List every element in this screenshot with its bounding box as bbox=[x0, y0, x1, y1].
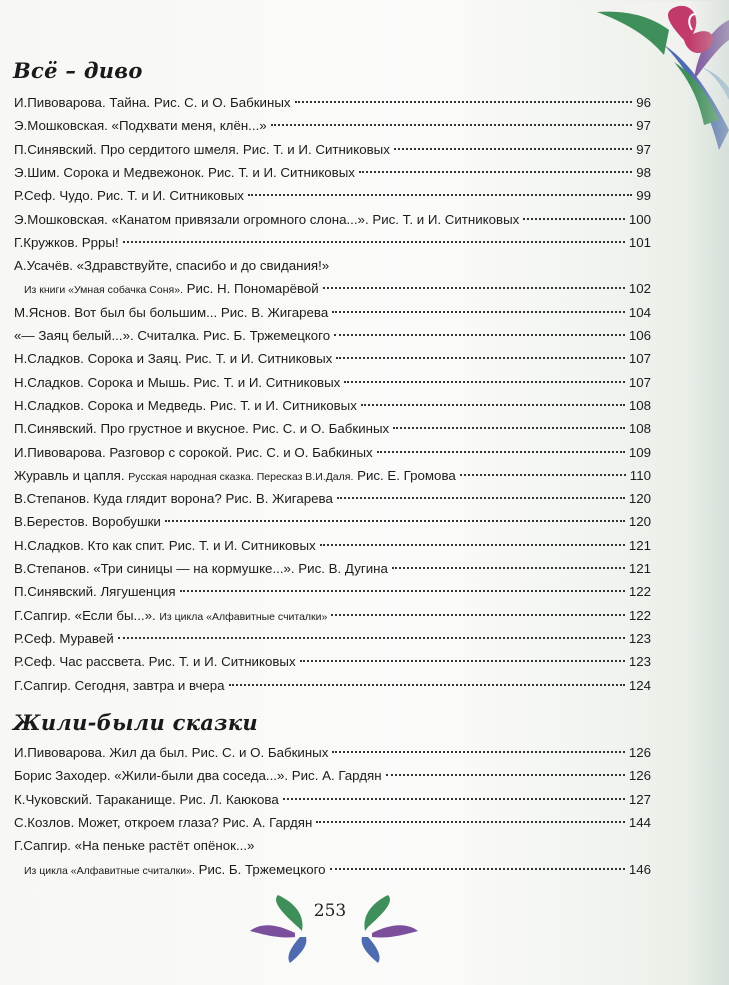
dot-leader bbox=[523, 218, 625, 220]
dot-leader bbox=[336, 357, 624, 359]
toc-entry-title bbox=[14, 115, 267, 137]
dot-leader bbox=[283, 798, 625, 800]
toc-entry-page: 96 bbox=[636, 95, 651, 110]
toc-entry-page: 100 bbox=[628, 211, 651, 227]
toc-entry-title bbox=[14, 162, 355, 184]
toc-entry bbox=[14, 162, 651, 184]
toc-entry-page: 108 bbox=[628, 421, 651, 437]
toc-entry bbox=[14, 789, 651, 811]
dot-leader bbox=[337, 497, 625, 499]
toc-entry-title bbox=[14, 742, 328, 764]
toc-entry-title bbox=[14, 628, 114, 650]
toc-entry bbox=[14, 835, 651, 857]
toc-entry bbox=[14, 92, 651, 114]
toc-entry-page: 121 bbox=[628, 561, 651, 576]
section-title-vse-divo: Всё – диво bbox=[13, 58, 143, 83]
toc-entry-title bbox=[14, 418, 389, 440]
toc-entry bbox=[14, 535, 651, 557]
dot-leader bbox=[334, 334, 625, 336]
dot-leader bbox=[300, 660, 625, 662]
toc-entry-page: 97 bbox=[636, 118, 651, 134]
toc-entry-title bbox=[14, 765, 382, 787]
toc-entry-title bbox=[14, 325, 330, 347]
toc-entry-page: 126 bbox=[628, 768, 651, 784]
toc-entry-text: В.Степанов. Куда глядит ворона? Рис. В. Жигарева bbox=[14, 491, 333, 507]
toc-entry bbox=[14, 742, 651, 764]
toc-entry-title bbox=[14, 302, 328, 324]
toc-entry bbox=[14, 395, 651, 417]
toc-entry-text: Г.Сапгир. Сегодня, завтра и вчера bbox=[14, 677, 225, 693]
dot-leader bbox=[394, 148, 632, 150]
toc-entry-title bbox=[14, 558, 388, 580]
toc-entry-note: Русская народная сказка. Пересказ В.И.Даля. bbox=[128, 470, 354, 483]
dot-leader bbox=[460, 474, 626, 476]
toc-entry-page: 146 bbox=[628, 861, 651, 877]
toc-entry-page: 107 bbox=[628, 374, 651, 390]
toc-entry-page: 107 bbox=[628, 351, 651, 367]
dot-leader bbox=[392, 567, 625, 569]
toc-entry-page: 108 bbox=[628, 397, 651, 413]
toc-entry-page: 104 bbox=[628, 304, 651, 320]
toc-entry-text: И.Пивоварова. Разговор с сорокой. Рис. С. и О. Бабкиных bbox=[14, 444, 373, 460]
toc-entry-source: Из книги «Умная собачка Соня». bbox=[24, 284, 183, 297]
toc-entry-title bbox=[14, 651, 296, 673]
toc-entry-title bbox=[14, 442, 373, 464]
dot-leader bbox=[118, 637, 625, 639]
toc-entry-title bbox=[14, 465, 456, 488]
toc-entry-illustrator: Рис. Б. Тржемецкого bbox=[194, 861, 326, 877]
toc-entry-text: В.Берестов. Воробушки bbox=[14, 514, 161, 530]
dot-leader bbox=[331, 614, 624, 616]
toc-entry-text: И.Пивоварова. Жил да был. Рис. С. и О. Бабкиных bbox=[14, 745, 329, 760]
toc-entry-illustrator: Рис. Е. Громова bbox=[353, 467, 456, 483]
dot-leader bbox=[229, 684, 625, 686]
toc-entry-page: 101 bbox=[628, 234, 651, 250]
toc-entry-text: Э.Шим. Сорока и Медвежонок. Рис. Т. и И. Ситниковых bbox=[14, 164, 355, 180]
toc-entry-page: 121 bbox=[628, 537, 651, 553]
toc-entry-page: 120 bbox=[628, 514, 651, 530]
dot-leader bbox=[165, 520, 625, 522]
dot-leader bbox=[323, 287, 625, 289]
toc-entry-text: Н.Сладков. Кто как спит. Рис. Т. и И. Ситниковых bbox=[14, 537, 316, 553]
toc-entry bbox=[14, 139, 651, 161]
toc-entry bbox=[14, 605, 651, 627]
toc-entry bbox=[24, 859, 651, 881]
toc-entry-text: Г.Сапгир. «На пеньке растёт опёнок...» bbox=[14, 838, 255, 854]
toc-entry bbox=[14, 302, 651, 324]
toc-entry-text: А.Усачёв. «Здравствуйте, спасибо и до свидания!» bbox=[14, 258, 330, 274]
dot-leader bbox=[248, 194, 632, 196]
toc-entry-page: 123 bbox=[628, 654, 651, 670]
toc-entry bbox=[14, 675, 651, 697]
toc-entry-text: Р.Сеф. Чудо. Рис. Т. и И. Ситниковых bbox=[14, 188, 244, 204]
toc-entry-text: М.Яснов. Вот был бы большим... Рис. В. Жигарева bbox=[14, 304, 329, 320]
toc-entry-text: Н.Сладков. Сорока и Заяц. Рис. Т. и И. Ситниковых bbox=[14, 351, 333, 367]
toc-entry-title bbox=[14, 835, 254, 857]
toc-entry-title bbox=[14, 232, 119, 254]
toc-entry-text: Н.Сладков. Сорока и Мышь. Рис. Т. и И. Ситниковых bbox=[14, 374, 341, 390]
toc-entry-title bbox=[14, 209, 519, 231]
toc-entry bbox=[14, 418, 651, 440]
toc-entry-page: 99 bbox=[636, 188, 651, 204]
toc-entry-text: Р.Сеф. Час рассвета. Рис. Т. и И. Ситниковых bbox=[14, 654, 296, 670]
toc-entry-page: 127 bbox=[628, 791, 651, 807]
toc-entry-page: 123 bbox=[628, 630, 651, 646]
toc-entry-page: 102 bbox=[628, 281, 651, 297]
toc-entry bbox=[14, 812, 651, 834]
toc-entry-source: Из цикла «Алфавитные считалки». bbox=[24, 864, 195, 877]
toc-entry bbox=[14, 651, 651, 673]
toc-entry-page: 97 bbox=[636, 141, 651, 157]
toc-entry bbox=[14, 442, 651, 464]
toc-entry-text: Борис Заходер. «Жили-были два соседа...». Рис. А. Гардян bbox=[14, 768, 382, 784]
toc-entry-text: Р.Сеф. Муравей bbox=[14, 630, 114, 646]
dot-leader bbox=[344, 381, 625, 383]
toc-entry-text: Э.Мошковская. «Подхвати меня, клён...» bbox=[14, 118, 267, 134]
toc-entry-page: 126 bbox=[628, 745, 651, 760]
toc-entry-title bbox=[14, 675, 225, 697]
toc-entry-title bbox=[14, 395, 357, 417]
toc-entry-page: 122 bbox=[628, 584, 651, 600]
toc-entry-page: 109 bbox=[628, 444, 651, 460]
toc-entry bbox=[24, 278, 651, 300]
toc-entry-title bbox=[14, 511, 161, 533]
toc-entry bbox=[14, 348, 651, 370]
toc-entry-text: Г.Кружков. Ррры! bbox=[14, 234, 119, 250]
toc-entry-title bbox=[14, 789, 279, 811]
toc-entry bbox=[14, 255, 651, 277]
toc-entry-text: «— Заяц белый...». Считалка. Рис. Б. Тржемецкого bbox=[14, 328, 331, 343]
toc-entry-title bbox=[14, 185, 244, 207]
dot-leader bbox=[377, 451, 625, 453]
toc-entry bbox=[14, 185, 651, 207]
toc-entry-page: 144 bbox=[628, 814, 651, 830]
dot-leader bbox=[359, 171, 632, 173]
toc-entry-illustrator: Рис. Н. Пономарёвой bbox=[182, 281, 319, 297]
toc-entry-title bbox=[24, 859, 326, 882]
toc-entry bbox=[14, 372, 651, 394]
toc-entry-text: Н.Сладков. Сорока и Медведь. Рис. Т. и И. Ситниковых bbox=[14, 397, 357, 413]
dot-leader bbox=[180, 590, 625, 592]
dot-leader bbox=[320, 544, 625, 546]
toc-entry-text: Э.Мошковская. «Канатом привязали огромного слона...». Рис. Т. и И. Ситниковых bbox=[14, 211, 520, 227]
toc-entry-text: П.Синявский. Про грустное и вкусное. Рис. С. и О. Бабкиных bbox=[14, 421, 390, 437]
toc-entry bbox=[14, 765, 651, 787]
dot-leader bbox=[361, 404, 625, 406]
dot-leader bbox=[316, 821, 624, 823]
toc-entry bbox=[14, 628, 651, 650]
toc-entry-text: К.Чуковский. Тараканище. Рис. Л. Каюкова bbox=[14, 791, 279, 807]
toc-entry-title bbox=[14, 348, 332, 370]
toc-entry bbox=[14, 325, 651, 347]
toc-entry bbox=[14, 115, 651, 137]
dot-leader bbox=[332, 311, 625, 313]
toc-entry-text: С.Козлов. Может, откроем глаза? Рис. А. Гардян bbox=[14, 814, 313, 830]
toc-entry-title bbox=[14, 92, 291, 114]
toc-entry-note: Из цикла «Алфавитные считалки» bbox=[159, 610, 328, 623]
toc-entry bbox=[14, 558, 651, 580]
toc-entry-page: 106 bbox=[628, 328, 651, 343]
toc-entry-text: В.Степанов. «Три синицы — на кормушке...». Рис. В. Дугина bbox=[14, 561, 388, 576]
toc-entry-title bbox=[14, 255, 329, 277]
toc-entry-title bbox=[14, 535, 316, 557]
toc-entry-title bbox=[24, 278, 319, 301]
toc-entry-page: 120 bbox=[628, 491, 651, 507]
toc-entry-title bbox=[14, 812, 312, 834]
toc-entry-text: П.Синявский. Лягушенция bbox=[14, 584, 176, 600]
section-title-zhili-byli-skazki: Жили-были сказки bbox=[13, 710, 258, 735]
toc-entry bbox=[14, 232, 651, 254]
toc-entry-title bbox=[14, 605, 327, 628]
page-number: 253 bbox=[313, 901, 347, 921]
toc-entry-text: Журавль и цапля. bbox=[14, 467, 129, 483]
toc-entry-title bbox=[14, 488, 333, 510]
toc-entry-page: 110 bbox=[629, 467, 651, 483]
toc-entry-title bbox=[14, 581, 176, 603]
toc-entry bbox=[14, 209, 651, 231]
toc-entry-page: 122 bbox=[628, 607, 651, 623]
dot-leader bbox=[123, 241, 625, 243]
toc-entry-title bbox=[14, 372, 340, 394]
toc-entry-text: И.Пивоварова. Тайна. Рис. С. и О. Бабкиных bbox=[14, 95, 291, 110]
toc-entry bbox=[14, 581, 651, 603]
dot-leader bbox=[332, 751, 624, 753]
toc-entry bbox=[14, 511, 651, 533]
toc-entry bbox=[14, 488, 651, 510]
toc-entry-page: 98 bbox=[636, 164, 651, 180]
dot-leader bbox=[271, 124, 633, 126]
toc-entry-text: Г.Сапгир. «Если бы...». bbox=[14, 607, 160, 623]
toc-entry bbox=[14, 465, 651, 487]
toc-entry-text: П.Синявский. Про сердитого шмеля. Рис. Т. и И. Ситниковых bbox=[14, 141, 390, 157]
dot-leader bbox=[386, 774, 625, 776]
dot-leader bbox=[393, 427, 625, 429]
dot-leader bbox=[330, 868, 625, 870]
toc-entry-title bbox=[14, 139, 390, 161]
toc-entry-page: 124 bbox=[628, 677, 651, 693]
dot-leader bbox=[295, 101, 633, 103]
